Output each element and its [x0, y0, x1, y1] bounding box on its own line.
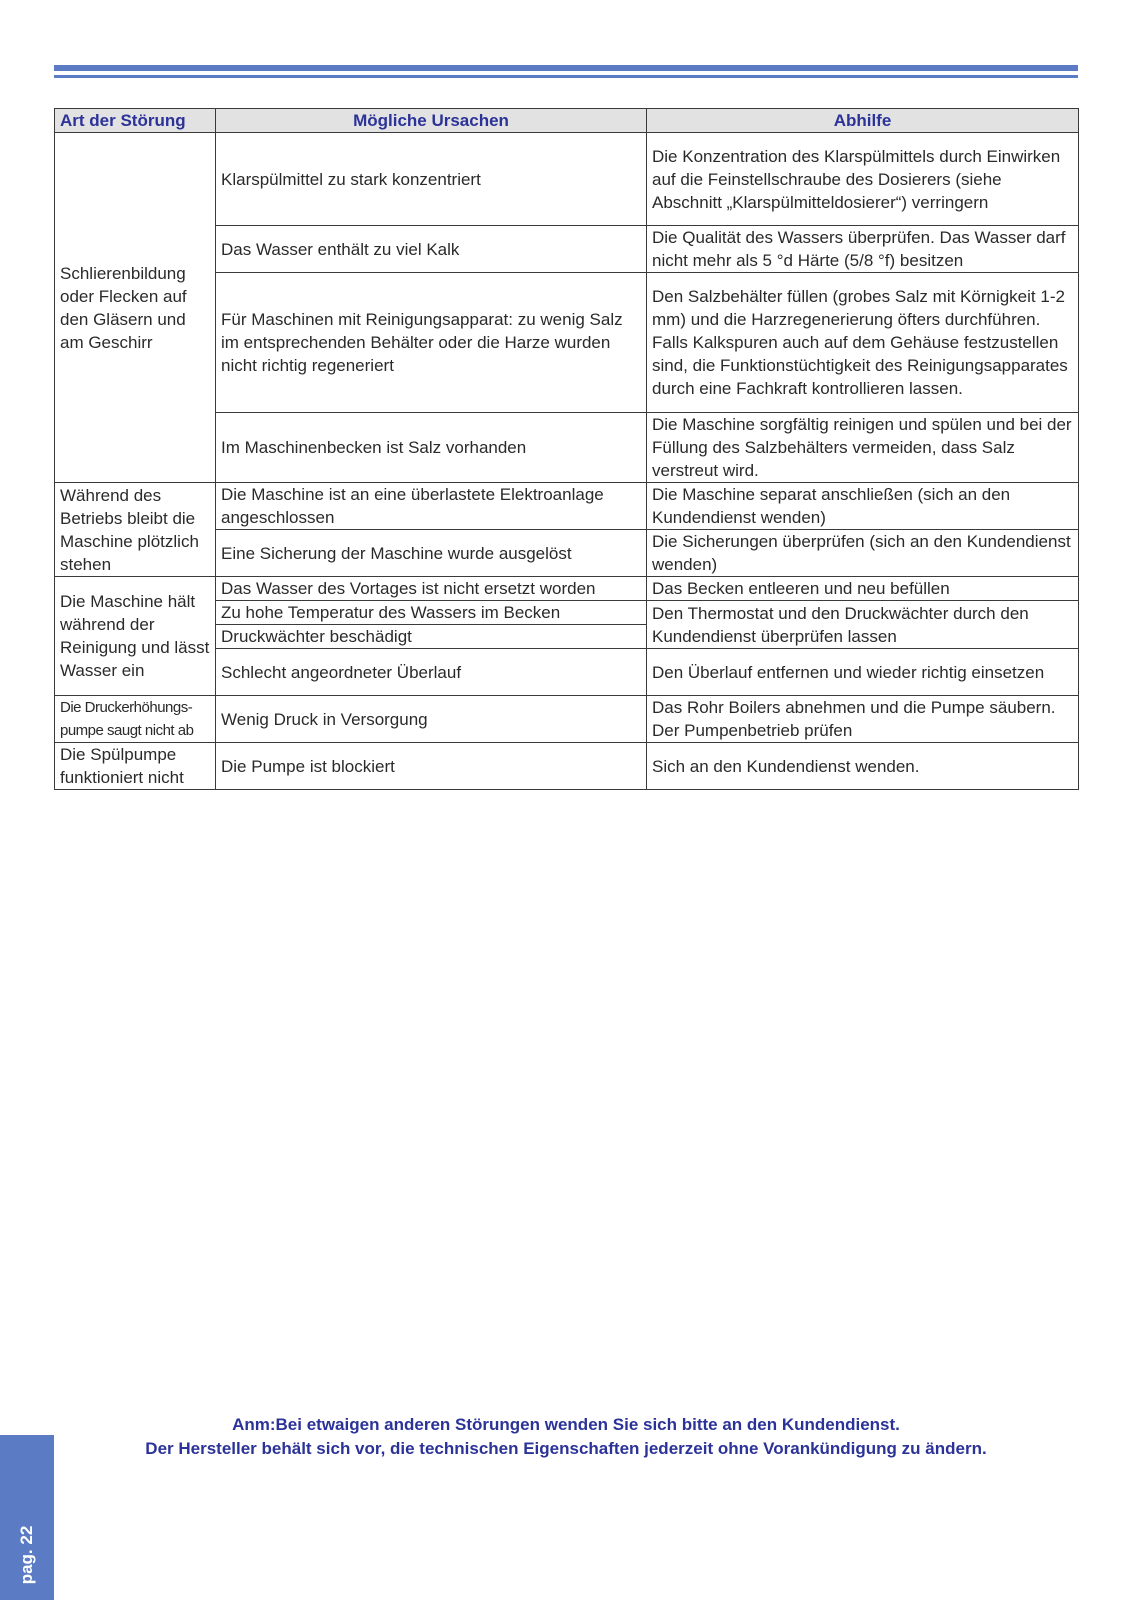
fault-cell: Die Spülpumpe funktioniert nicht	[55, 743, 216, 790]
page-number: pag. 22	[17, 1525, 36, 1585]
fault-cell: Die Maschine hält während der Reinigung und lässt Wasser ein	[55, 577, 216, 696]
header-fault-type: Art der Störung	[55, 109, 216, 133]
table-row	[55, 696, 1079, 743]
cause-cell: Eine Sicherung der Maschine wurde ausgelöst	[216, 530, 647, 577]
remedy-cell: Die Maschine sorgfältig reinigen und spülen und bei der Füllung des Salzbehälters vermeiden, dass Salz verstreut wird.	[647, 413, 1079, 483]
remedy-cell: Sich an den Kundendienst wenden.	[647, 743, 1079, 790]
table-row	[55, 577, 1079, 601]
remedy-cell: Das Becken entleeren und neu befüllen	[647, 577, 1079, 601]
remedy-cell: Den Salzbehälter füllen (grobes Salz mit Körnigkeit 1-2 mm) und die Harzregenerierung öfters durchführen. Falls Kalkspuren auch auf dem Gehäuse festzustellen sind, die Funktionstüchtigkeit des Reinigungsapparates durch eine Fachkraft kontrollieren lassen.	[647, 273, 1079, 413]
cause-cell: Das Wasser des Vortages ist nicht ersetzt worden	[216, 577, 647, 601]
note-other-faults: Anm:Bei etwaigen anderen Störungen wenden Sie sich bitte an den Kundendienst.	[232, 1415, 900, 1434]
cause-cell: Für Maschinen mit Reinigungsapparat: zu wenig Salz im entsprechenden Behälter oder die Harze wurden nicht richtig regeneriert	[216, 273, 647, 413]
header-rule-thick	[54, 65, 1078, 71]
table-header-row	[55, 109, 1079, 133]
fault-cell: Die Druckerhöhungs- pumpe saugt nicht ab	[55, 696, 216, 743]
table-row	[55, 133, 1079, 226]
remedy-cell: Das Rohr Boilers abnehmen und die Pumpe säubern. Der Pumpenbetrieb prüfen	[647, 696, 1079, 743]
remedy-cell: Die Konzentration des Klarspülmittels durch Einwirken auf die Feinstellschraube des Dosierers (siehe Abschnitt „Klarspülmitteldosierer“) verringern	[647, 133, 1079, 226]
remedy-cell: Den Thermostat und den Druckwächter durch den Kundendienst überprüfen lassen	[647, 601, 1079, 649]
table-row	[55, 743, 1079, 790]
cause-cell: Wenig Druck in Versorgung	[216, 696, 647, 743]
cause-cell: Die Maschine ist an eine überlastete Elektroanlage angeschlossen	[216, 483, 647, 530]
cause-cell: Die Pumpe ist blockiert	[216, 743, 647, 790]
remedy-cell: Den Überlauf entfernen und wieder richtig einsetzen	[647, 649, 1079, 696]
cause-cell: Im Maschinenbecken ist Salz vorhanden	[216, 413, 647, 483]
cause-cell: Druckwächter beschädigt	[216, 625, 647, 649]
header-rule-thin	[54, 75, 1078, 78]
remedy-cell: Die Maschine separat anschließen (sich an den Kundendienst wenden)	[647, 483, 1079, 530]
cause-cell: Das Wasser enthält zu viel Kalk	[216, 226, 647, 273]
remedy-cell: Die Qualität des Wassers überprüfen. Das Wasser darf nicht mehr als 5 °d Härte (5/8 °f) besitzen	[647, 226, 1079, 273]
cause-cell: Zu hohe Temperatur des Wassers im Becken	[216, 601, 647, 625]
remedy-cell: Die Sicherungen überprüfen (sich an den Kundendienst wenden)	[647, 530, 1079, 577]
troubleshooting-table	[54, 108, 1079, 790]
fault-cell: Während des Betriebs bleibt die Maschine plötzlich stehen	[55, 483, 216, 577]
header-remedy: Abhilfe	[647, 109, 1079, 133]
note-manufacturer-disclaimer: Der Hersteller behält sich vor, die technischen Eigenschaften jederzeit ohne Vorankündigung zu ändern.	[145, 1439, 987, 1458]
fault-cell: Schlierenbildung oder Flecken auf den Gläsern und am Geschirr	[55, 133, 216, 483]
cause-cell: Schlecht angeordneter Überlauf	[216, 649, 647, 696]
cause-cell: Klarspülmittel zu stark konzentriert	[216, 133, 647, 226]
table-row	[55, 483, 1079, 530]
header-possible-causes: Mögliche Ursachen	[216, 109, 647, 133]
